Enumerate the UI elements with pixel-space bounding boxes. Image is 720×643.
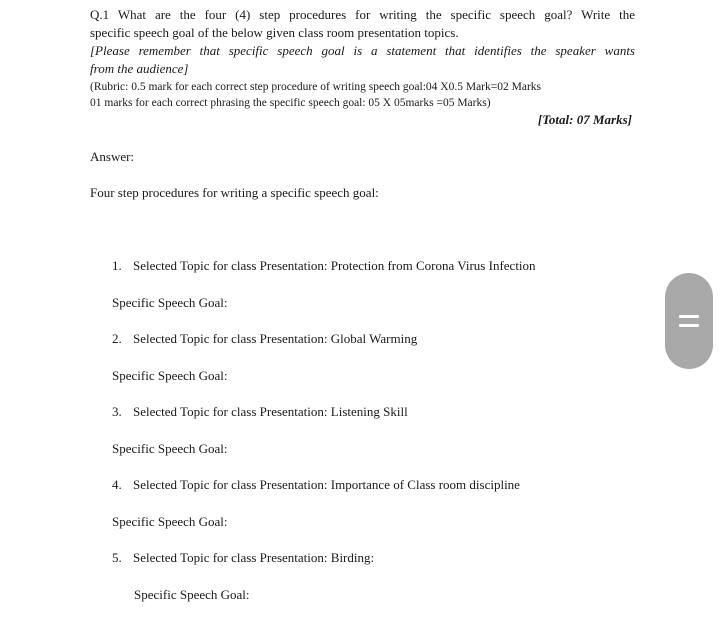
item-topic: Selected Topic for class Presentation: Birding: bbox=[133, 550, 375, 565]
item-number: 2. bbox=[112, 331, 122, 346]
rubric-line-1: (Rubric: 0.5 mark for each correct step procedure of writing speech goal:04 X0.5 Mark=02 Marks bbox=[90, 81, 542, 93]
list-item-goal: Specific Speech Goal: bbox=[134, 587, 250, 602]
scrollbar-handle[interactable] bbox=[665, 273, 713, 369]
item-number: 4. bbox=[112, 477, 122, 492]
list-item-goal: Specific Speech Goal: bbox=[112, 514, 228, 529]
list-item-topic bbox=[112, 258, 536, 274]
list-item-goal: Specific Speech Goal: bbox=[112, 295, 228, 310]
list-item-topic bbox=[112, 550, 374, 566]
item-topic: Selected Topic for class Presentation: Global Warming bbox=[133, 331, 418, 346]
item-topic: Selected Topic for class Presentation: Importance of Class room discipline bbox=[133, 477, 520, 492]
question-line-2: specific speech goal of the below given class room presentation topics. bbox=[90, 25, 459, 40]
rubric-line-2: 01 marks for each correct phrasing the specific speech goal: 05 X 05marks =05 Marks) bbox=[90, 97, 491, 109]
list-item-goal: Specific Speech Goal: bbox=[112, 368, 228, 383]
item-topic: Selected Topic for class Presentation: Protection from Corona Virus Infection bbox=[133, 258, 536, 273]
list-item-topic bbox=[112, 477, 520, 493]
question-line-1: Q.1 What are the four (4) step procedures for writing the specific speech goal? Write the bbox=[90, 7, 635, 22]
total-marks: [Total: 07 Marks] bbox=[537, 112, 632, 127]
list-item-goal: Specific Speech Goal: bbox=[112, 441, 228, 456]
item-topic: Selected Topic for class Presentation: Listening Skill bbox=[133, 404, 408, 419]
list-item-topic bbox=[112, 404, 408, 420]
list-item-topic bbox=[112, 331, 417, 347]
item-number: 1. bbox=[112, 258, 122, 273]
note-line-1: [Please remember that specific speech goal is a statement that identifies the speaker wants bbox=[90, 43, 635, 58]
answer-label: Answer: bbox=[90, 149, 135, 164]
item-number: 3. bbox=[112, 404, 122, 419]
note-line-2: from the audience] bbox=[90, 61, 189, 76]
grip-icon bbox=[679, 315, 699, 327]
item-number: 5. bbox=[112, 550, 122, 565]
intro-text: Four step procedures for writing a specific speech goal: bbox=[90, 185, 379, 200]
